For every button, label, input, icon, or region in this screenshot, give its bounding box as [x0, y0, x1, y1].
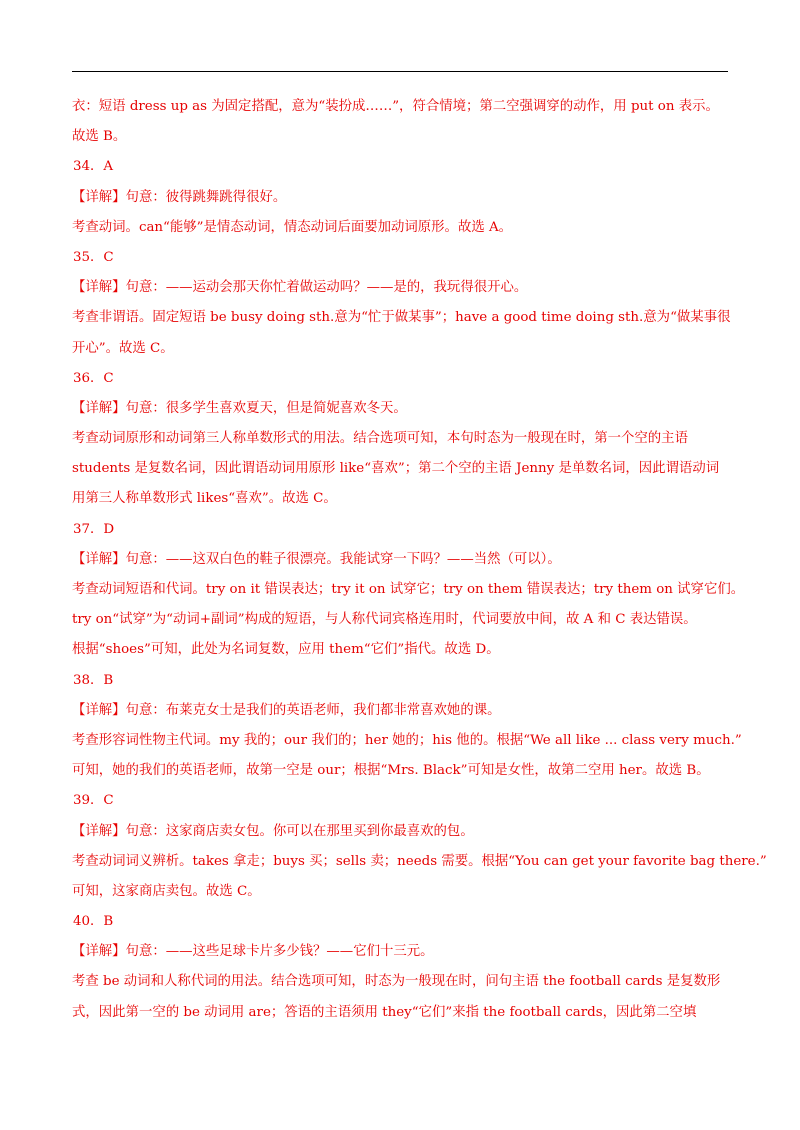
explanation-line: 用第三人称单数形式 likes“喜欢”。故选 C。	[72, 491, 337, 507]
explanation-line: 考查非谓语。固定短语 be busy doing sth.意为“忙于做某事”；have a good time doing sth.意为“做某事很	[72, 310, 731, 326]
header-rule	[72, 71, 728, 72]
question-answer: 40．B	[73, 914, 114, 930]
explanation-line: 【详解】句意：布莱克女士是我们的英语老师，我们都非常喜欢她的课。	[72, 702, 501, 718]
explanation-line: students 是复数名词，因此谓语动词用原形 like“喜欢”；第二个空的主语 Jenny 是单数名词，因此谓语动词	[72, 461, 720, 477]
explanation-line: 式，因此第一空的 be 动词用 are；答语的主语须用 they“它们”来指 the football cards，因此第二空填	[72, 1004, 697, 1020]
explanation-line: 【详解】句意：——运动会那天你忙着做运动吗？——是的，我玩得很开心。	[72, 280, 528, 296]
explanation-line: try on“试穿”为“动词+副词”构成的短语，与人称代词宾格连用时，代词要放中间，故 A 和 C 表达错误。	[72, 612, 697, 628]
explanation-line: 开心”。故选 C。	[72, 340, 174, 356]
question-answer: 38．B	[73, 672, 114, 688]
explanation-line: 【详解】句意：——这双白色的鞋子很漂亮。我能试穿一下吗？——当然（可以）。	[72, 551, 561, 567]
question-answer: 37．D	[73, 521, 115, 537]
explanation-line: 考查动词词义辨析。takes 拿走；buys 买；sells 卖；needs 需要。根据“You can get your favorite bag there.”	[72, 853, 767, 869]
explanation-line: 【详解】句意：彼得跳舞跳得很好。	[72, 189, 287, 205]
question-answer: 35．C	[73, 249, 114, 265]
explanation-line: 衣：短语 dress up as 为固定搭配，意为“装扮成……”，符合情境；第二空强调穿的动作，用 put on 表示。	[72, 99, 719, 114]
question-answer: 36．C	[73, 370, 114, 386]
explanation-line: 可知，这家商店卖包。故选 C。	[72, 883, 261, 899]
explanation-line: 考查 be 动词和人称代词的用法。结合选项可知，时态为一般现在时，问句主语 the football cards 是复数形	[72, 974, 721, 990]
explanation-line: 根据“shoes”可知，此处为名词复数，应用 them“它们”指代。故选 D。	[72, 642, 500, 658]
explanation-line: 考查动词原形和动词第三人称单数形式的用法。结合选项可知，本句时态为一般现在时，第一个空的主语	[72, 431, 688, 447]
explanation-line: 【详解】句意：——这些足球卡片多少钱？——它们十三元。	[72, 944, 434, 960]
explanation-line: 考查动词。can“能够”是情态动词，情态动词后面要加动词原形。故选 A。	[72, 219, 513, 235]
question-answer: 39．C	[73, 793, 114, 809]
explanation-line: 考查动词短语和代词。try on it 错误表达；try it on 试穿它；try on them 错误表达；try them on 试穿它们。	[72, 582, 745, 597]
explanation-line: 可知，她的我们的英语老师，故第一空是 our；根据“Mrs. Black”可知是女性，故第二空用 her。故选 B。	[72, 763, 710, 779]
explanation-line: 故选 B。	[72, 129, 127, 145]
explanation-line: 考查形容词性物主代词。my 我的；our 我们的；her 她的；his 他的。根据“We all like ... class very much.”	[72, 732, 742, 748]
question-answer: 34．A	[73, 159, 114, 175]
explanation-line: 【详解】句意：很多学生喜欢夏天，但是简妮喜欢冬天。	[72, 400, 407, 416]
answer-explanations	[72, 92, 767, 1028]
explanation-line: 【详解】句意：这家商店卖女包。你可以在那里买到你最喜欢的包。	[72, 823, 474, 839]
